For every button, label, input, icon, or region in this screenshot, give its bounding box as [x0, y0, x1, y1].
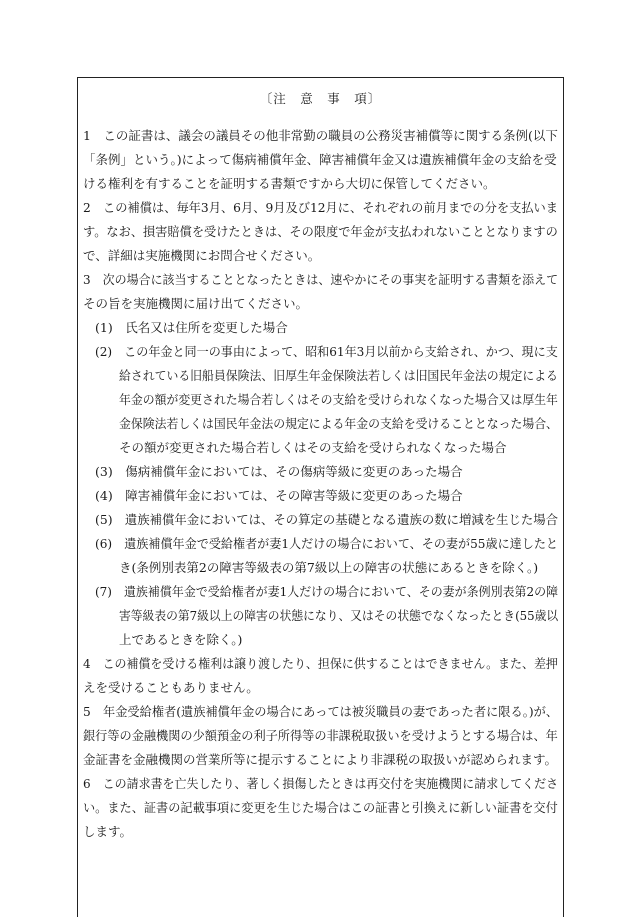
- item-3-line-1: 3 次の場合に該当することとなったときは、速やかにその事実を証明する書類を添えて: [83, 272, 559, 287]
- sub-item-5: (5) 遺族補償年金においては、その算定の基礎となる遺族の数に増減を生じた場合: [95, 512, 559, 527]
- item-4-line-1: 4 この補償を受ける権利は譲り渡したり、担保に供することはできません。また、差押: [83, 656, 558, 671]
- item-6-line-3: します。: [83, 824, 133, 839]
- item-2-line-3: で、詳細は実施機関にお問合せください。: [83, 248, 321, 263]
- item-5-line-3: 金証書を金融機関の営業所等に提示することにより非課税の取扱いが認められます。: [83, 752, 558, 767]
- item-1-line-1: 1 この証書は、議会の議員その他非常勤の職員の公務災害補償等に関する条例(以下: [83, 128, 558, 143]
- sub-item-3: (3) 傷病補償年金においては、その傷病等級に変更のあった場合: [95, 464, 463, 479]
- item-5-line-2: 銀行等の金融機関の少額預金の利子所得等の非課税取扱いを受けようとする場合は、年: [83, 728, 558, 743]
- sub-item-6-line-2: き(条例別表第2の障害等級表の第7級以上の障害の状態にあるときを除く。): [119, 560, 539, 575]
- item-3-line-2: その旨を実施機関に届け出てください。: [83, 296, 309, 311]
- item-2-line-2: す。なお、損害賠償を受けたときは、その限度で年金が支払われないこととなりますの: [83, 224, 558, 239]
- sub-item-2-line-5: その額が変更された場合若しくはその支給を受けられなくなった場合: [119, 440, 507, 455]
- sub-item-1: (1) 氏名又は住所を変更した場合: [95, 320, 288, 335]
- sub-item-6-line-1: (6) 遺族補償年金で受給権者が妻1人だけの場合において、その妻が55歳に達したと: [95, 536, 559, 551]
- sub-item-7-line-3: 上であるときを除く。): [119, 632, 243, 647]
- item-1-line-3: ける権利を有することを証明する書類ですから大切に保管してください。: [83, 176, 496, 191]
- sub-item-2-line-3: 年金の額が変更された場合若しくはその支給を受けられなくなった場合又は厚生年: [119, 392, 558, 407]
- item-4-line-2: えを受けることもありません。: [83, 680, 259, 695]
- sub-item-2-line-4: 金保険法若しくは国民年金法の規定による年金の支給を受けることとなった場合、: [119, 416, 558, 431]
- item-6-line-1: 6 この請求書を亡失したり、著しく損傷したときは再交付を実施機関に請求してくださ: [83, 776, 559, 791]
- sub-item-7-line-1: (7) 遺族補償年金で受給権者が妻1人だけの場合において、その妻が条例別表第2の障: [95, 584, 559, 599]
- item-1-line-2: 「条例」という。)によって傷病補償年金、障害補償年金又は遺族補償年金の支給を受: [83, 152, 557, 167]
- item-2-line-1: 2 この補償は、毎年3月、6月、9月及び12月に、それぞれの前月までの分を支払いま: [83, 200, 559, 215]
- sub-item-2-line-1: (2) この年金と同一の事由によって、昭和61年3月以前から支給され、かつ、現に支: [95, 344, 558, 359]
- item-5-line-1: 5 年金受給権者(遺族補償年金の場合にあっては被災職員の妻であった者に限る。)が、: [83, 704, 559, 719]
- sub-item-2-line-2: 給されている旧船員保険法、旧厚生年金保険法若しくは旧国民年金法の規定による: [119, 368, 558, 383]
- sub-item-4: (4) 障害補償年金においては、その障害等級に変更のあった場合: [95, 488, 463, 503]
- sub-item-7-line-2: 害等級表の第7級以上の障害の状態になり、又はその状態でなくなったとき(55歳以: [119, 608, 559, 623]
- notice-title: 〔注 意 事 項〕: [259, 91, 382, 106]
- item-6-line-2: い。また、証書の記載事項に変更を生じた場合はこの証書と引換えに新しい証書を交付: [83, 800, 558, 815]
